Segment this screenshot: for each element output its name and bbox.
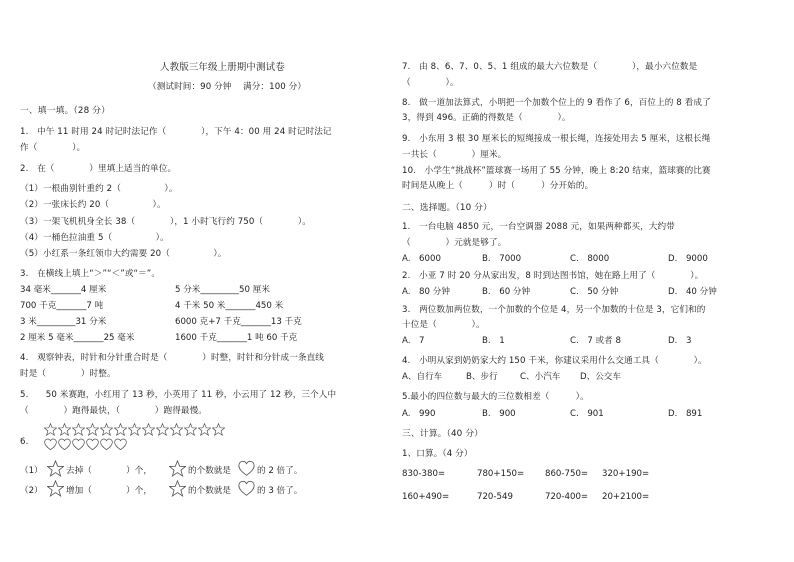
question-6-2-suffix: 的 3 倍了。 [257,486,303,496]
question-3: 3. 在横线上填上“＞”“＜”或“＝”。 [20,269,161,279]
choice-option: B. 60 分钟 [482,287,531,297]
question-6-2-text: 增加（ ）个， [66,486,152,496]
star-icon [170,423,183,436]
star-icon [169,460,186,477]
section-calc-heading: 三、计算。（40 分） [402,429,484,439]
heart-icon [238,480,255,497]
calc-item: 860-750= [545,469,589,479]
compare-item: 4 千米 50 米_______450 米 [175,301,284,311]
compare-item: 6000 克+7 千克_______13 千克 [175,317,302,327]
compare-item: 1600 千克_______1 吨 60 千克 [175,333,298,343]
question-7-line-2: （ ）。 [402,78,459,88]
question-2-item-5: （5）小红系一条红领巾大约需要 20（ ）。 [20,249,227,259]
stars-row [44,423,226,436]
question-8-line-1: 8. 做一道加法算式，小明把一个加数个位上的 9 看作了 6，百位上的 8 看成了 [402,98,711,108]
calc-item: 720-549 [477,492,513,502]
question-10-line-1: 10. 小学生“挑战杯”篮球赛一场用了 55 分钟，晚上 8:20 结束，篮球赛的比赛 [402,166,711,176]
question-2-item-3: （3）一架飞机机身全长 38（ ），1 小时飞行约 750（ ）。 [20,217,311,227]
choice-1-line-2: （ ）元就是够了。 [402,238,507,248]
heart-icon [238,460,255,477]
question-2: 2. 在（ ）里填上适当的单位。 [20,164,177,174]
calc-item: 830-380= [402,469,446,479]
question-1-line-1: 1. 中午 11 时用 24 时记时法记作（ ），下午 4：00 用 24 时记时法记 [20,127,332,137]
choice-option: C. 7 或者 8 [570,336,621,346]
calc-item: 20+2100= [602,492,650,502]
page-title: 人教版三年级上册期中测试卷 [160,62,285,73]
calc-item: 780+150= [477,469,525,479]
choice-option: D、公交车 [580,372,621,382]
compare-item: 34 毫米_______4 厘米 [20,285,107,295]
heart-icon [100,438,113,451]
star-icon [169,480,186,497]
choice-3-line-2: 十位是（ ）。 [402,320,485,330]
question-2-item-1: （1）一根曲别针重约 2（ ）。 [20,184,178,194]
question-2-item-4: （4）一桶色拉油重 5（ ）。 [20,233,169,243]
compare-item: 700 千克_______7 吨 [20,301,104,311]
star-icon [114,423,127,436]
choice-1-line-1: 1. 一台电脑 4850 元，一台空调器 2088 元，如果两种都买，大约带 [402,222,675,232]
choice-option: C、小汽车 [520,372,561,382]
star-icon [47,480,64,497]
question-6-2-prefix: （2） [20,486,43,496]
question-9-line-2: 一共长（ ）厘米。 [402,150,507,160]
compare-item: 3 米_________31 分米 [20,317,107,327]
choice-4: 4. 小明从家到奶奶家大约 150 千米，你建议采用什么交通工具（ ）。 [402,356,707,366]
star-icon [72,423,85,436]
star-icon [212,423,225,436]
heart-icon [86,438,99,451]
heart-icon [72,438,85,451]
question-8-line-2: 3，得到 496。正确的得数是（ ）。 [402,113,571,123]
calc-item: 720-400= [545,492,589,502]
question-5-line-2: （ ）跑得最快，（ ）跑得最慢。 [20,406,207,416]
question-2-item-2: （2）一张床长约 20（ ）。 [20,200,166,210]
question-4-line-1: 4. 观察钟表，时针和分针重合时是（ ）时整，时针和分针成一条直线 [20,353,324,363]
star-icon [44,423,57,436]
star-icon [47,460,64,477]
star-icon [142,423,155,436]
question-6-1-middle: 的个数就是 [188,466,231,476]
star-icon [128,423,141,436]
choice-option: B. 1 [482,336,505,346]
choice-option: A. 990 [402,409,436,419]
hearts-row [44,438,128,451]
question-4-line-2: 时是（ ）时整。 [20,369,116,379]
page-subtitle: （测试时间：90 分钟 满分：100 分） [148,82,307,92]
choice-option: A. 7 [402,336,425,346]
question-10-line-2: 时间是从晚上（ ）时（ ）分开始的。 [402,181,594,191]
compare-item: 2 厘米 5 毫米_______25 毫米 [20,333,135,343]
heart-icon [114,438,127,451]
choice-option: C. 901 [570,409,604,419]
star-icon [100,423,113,436]
star-icon [184,423,197,436]
choice-2: 2. 小亚 7 时 20 分从家出发，8 时到达图书馆，她在路上用了（ ）。 [402,271,704,281]
question-6-label: 6. [20,437,29,447]
question-7-line-1: 7. 由 8、6、7、0、5、1 组成的最大六位数是（ ），最小六位数是 [402,62,698,72]
choice-option: B、步行 [466,372,498,382]
choice-option: A. 80 分钟 [402,287,450,297]
oral-calc-heading: 1、口算。（4 分） [402,449,473,459]
choice-option: D. 40 分钟 [668,287,717,297]
star-icon [156,423,169,436]
question-1-line-2: 作（ ）。 [20,143,86,153]
choice-option: A. 6000 [402,254,441,264]
star-icon [86,423,99,436]
question-9-line-1: 9. 小东用 3 根 30 厘米长的短绳接成一根长绳，连接处用去 5 厘米，这根长绳 [402,134,711,144]
choice-option: A、自行车 [402,372,443,382]
section-fill-heading: 一、填一填。（28 分） [20,106,110,116]
calc-item: 160+490= [402,492,450,502]
heart-icon [44,438,57,451]
compare-item: 5 分米_________50 厘米 [175,285,270,295]
choice-5: 5.最小的四位数与最大的三位数相差（ ）。 [402,392,589,402]
choice-3-line-1: 3. 两位数加两位数，一个加数的个位是 4，另一个加数的十位是 3，它们和的 [402,305,706,315]
section-choice-heading: 二、选择题。（10 分） [402,203,492,213]
choice-option: D. 3 [668,336,692,346]
question-5-line-1: 5. 50 米赛跑，小红用了 13 秒，小英用了 11 秒，小云用了 12 秒，三个人中 [20,390,337,400]
star-icon [58,423,71,436]
question-6-1-prefix: （1） [20,466,43,476]
star-icon [198,423,211,436]
choice-option: D. 891 [668,409,703,419]
choice-option: D. 9000 [668,254,708,264]
choice-option: B. 7000 [482,254,522,264]
choice-option: C. 8000 [570,254,610,264]
question-6-1-text: 去掉（ ）个， [66,466,152,476]
question-6-1-suffix: 的 2 倍了。 [257,466,303,476]
calc-item: 320+190= [602,469,650,479]
question-6-2-middle: 的个数就是 [188,486,231,496]
heart-icon [58,438,71,451]
choice-option: C. 50 分钟 [570,287,619,297]
choice-option: B. 900 [482,409,516,419]
